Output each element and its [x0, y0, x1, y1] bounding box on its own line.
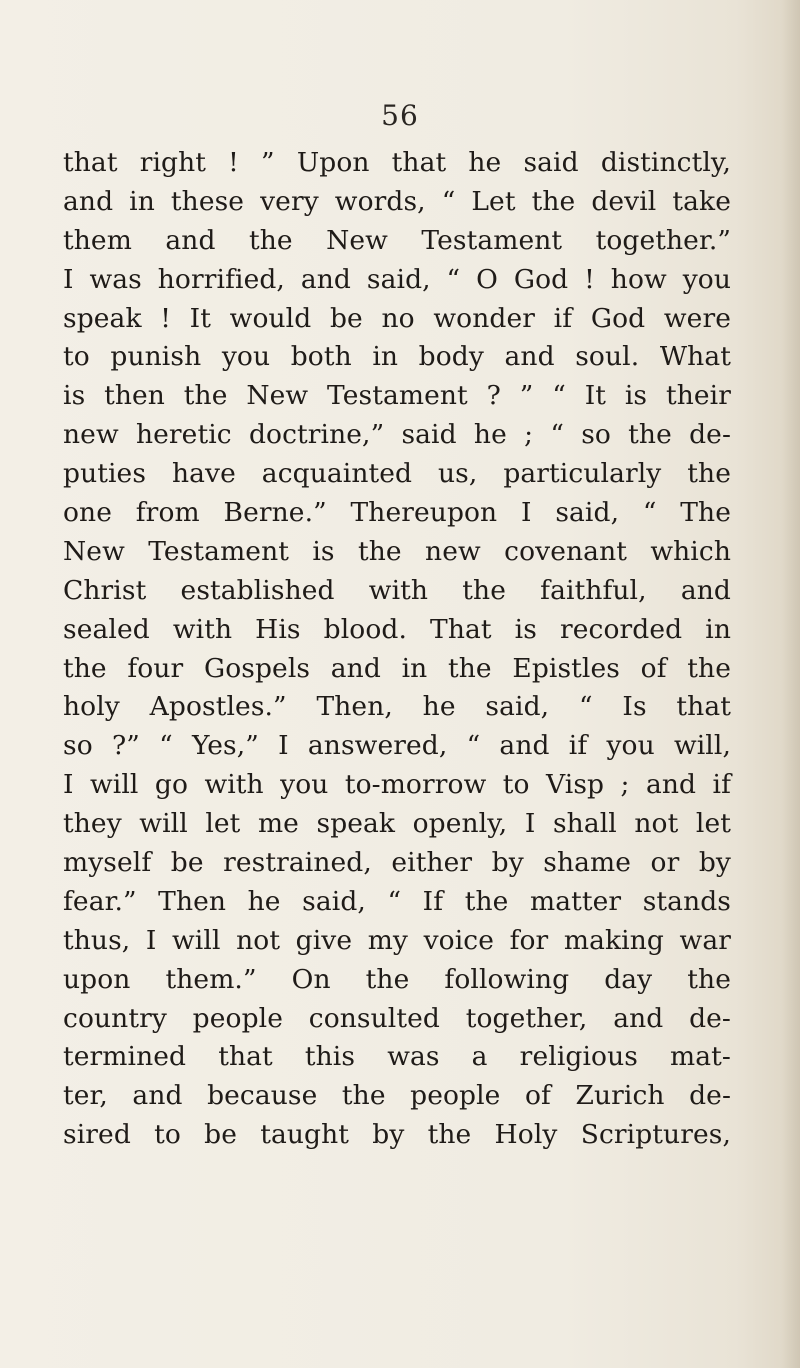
- page-number: 56: [381, 99, 419, 132]
- text-line: upon them.” On the following day the: [63, 963, 731, 995]
- text-line: is then the New Testament ? ” “ It is their: [63, 380, 731, 412]
- text-line: the four Gospels and in the Epistles of the: [63, 652, 731, 684]
- text-line: and in these very words, “ Let the devil take: [63, 185, 731, 217]
- text-line: new heretic doctrine,” said he ; “ so the de-: [63, 419, 731, 451]
- text-line: them and the New Testament together.”: [63, 224, 731, 256]
- text-line: termined that this was a religious mat-: [63, 1041, 731, 1073]
- text-line: to punish you both in body and soul. What: [63, 341, 731, 373]
- text-line: that right ! ” Upon that he said distinctly,: [63, 147, 731, 178]
- text-line: sealed with His blood. That is recorded in: [63, 613, 731, 645]
- body-text: [63, 144, 731, 1155]
- text-line: they will let me speak openly, I shall not let: [63, 808, 731, 840]
- text-line: so ?” “ Yes,” I answered, “ and if you will,: [63, 730, 731, 762]
- text-line: sired to be taught by the Holy Scriptures,: [63, 1119, 731, 1151]
- text-line: Christ established with the faithful, and: [63, 574, 731, 606]
- text-line: puties have acquainted us, particularly the: [63, 458, 731, 490]
- text-line: holy Apostles.” Then, he said, “ Is that: [63, 691, 731, 723]
- text-line: ter, and because the people of Zurich de-: [63, 1080, 731, 1112]
- text-line: thus, I will not give my voice for making war: [63, 924, 731, 956]
- text-line: one from Berne.” Thereupon I said, “ The: [63, 497, 731, 529]
- text-line: I was horrified, and said, “ O God ! how you: [63, 263, 731, 295]
- text-line: myself be restrained, either by shame or by: [63, 847, 731, 879]
- text-line: speak ! It would be no wonder if God were: [63, 302, 731, 334]
- text-line: country people consulted together, and de-: [63, 1002, 731, 1034]
- text-line: fear.” Then he said, “ If the matter stands: [63, 885, 731, 917]
- text-line: I will go with you to-morrow to Visp ; and if: [63, 769, 731, 801]
- page-edge-shadow: [782, 0, 800, 1368]
- text-line: New Testament is the new covenant which: [63, 535, 731, 567]
